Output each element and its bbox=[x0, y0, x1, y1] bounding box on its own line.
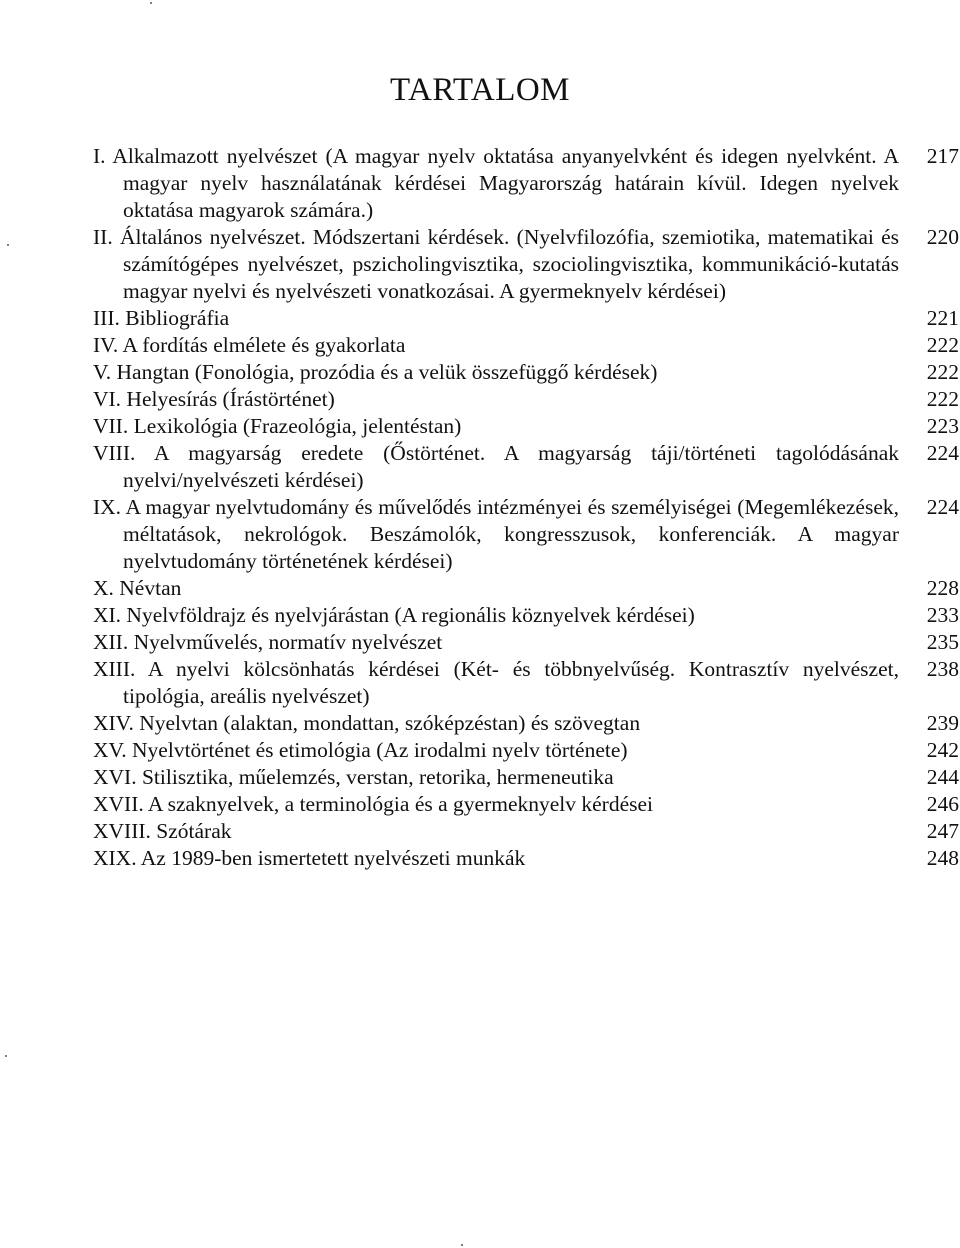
toc-entry-xvi[interactable] bbox=[93, 764, 960, 791]
toc-entry-xii[interactable] bbox=[93, 629, 960, 656]
toc-entry-xiv[interactable] bbox=[93, 710, 960, 737]
toc-entry-text: XVI. Stilisztika, műelemzés, verstan, retorika, hermeneutika bbox=[93, 765, 614, 789]
toc-entry-vii[interactable] bbox=[93, 413, 960, 440]
toc-entry-vi[interactable] bbox=[93, 386, 960, 413]
toc-entry-viii[interactable] bbox=[93, 440, 960, 494]
toc-entry-text: XVII. A szaknyelvek, a terminológia és a gyermeknyelv kérdései bbox=[93, 792, 654, 816]
table-of-contents bbox=[93, 143, 960, 872]
toc-entry-page: 248 bbox=[926, 846, 959, 870]
toc-entry-text: XII. Nyelvművelés, normatív nyelvészet bbox=[93, 630, 443, 654]
toc-entry-page: 224 bbox=[926, 441, 959, 465]
toc-entry-iii[interactable] bbox=[93, 305, 960, 332]
toc-entry-page: 235 bbox=[926, 630, 959, 654]
scan-speck bbox=[7, 244, 9, 246]
toc-entry-page: 217 bbox=[926, 144, 959, 168]
toc-entry-iv[interactable] bbox=[93, 332, 960, 359]
toc-entry-page: 222 bbox=[926, 360, 959, 384]
toc-entry-page: 222 bbox=[926, 387, 959, 411]
toc-entry-text: VIII. A magyarság eredete (Őstörténet. A magyarság táji/történeti tagolódásának nyelvi/nyelvészeti kérdései) bbox=[93, 441, 899, 492]
toc-entry-xv[interactable] bbox=[93, 737, 960, 764]
toc-entry-text: II. Általános nyelvészet. Módszertani kérdések. (Nyelvfilozófia, szemiotika, matematikai és számítógépes nyelvészet, pszicholingvisztika, szociolingvisztika, kommunikáció-kutatás magyar nyelvi és nyelvészeti vonatkozásai. A gyermeknyelv kérdései) bbox=[93, 225, 899, 303]
toc-entry-text: I. Alkalmazott nyelvészet (A magyar nyelv oktatása anyanyelvként és idegen nyelvként. A magyar nyelv használatának kérdései Magyarország határain kívül. Idegen nyelvek oktatása magyarok számára.) bbox=[93, 144, 899, 222]
toc-entry-text: XVIII. Szótárak bbox=[93, 819, 232, 843]
toc-entry-text: XIII. A nyelvi kölcsönhatás kérdései (Két- és többnyelvűség. Kontrasztív nyelvészet, tipológia, areális nyelvészet) bbox=[93, 657, 899, 708]
toc-entry-text: XI. Nyelvföldrajz és nyelvjárástan (A regionális köznyelvek kérdései) bbox=[93, 603, 695, 627]
toc-entry-x[interactable] bbox=[93, 575, 960, 602]
toc-entry-text: XV. Nyelvtörténet és etimológia (Az irodalmi nyelv története) bbox=[93, 738, 628, 762]
toc-entry-text: VI. Helyesírás (Írástörténet) bbox=[93, 387, 335, 411]
toc-entry-page: 233 bbox=[926, 603, 959, 627]
toc-entry-page: 224 bbox=[926, 495, 959, 519]
toc-entry-ix[interactable] bbox=[93, 494, 960, 575]
scan-speck bbox=[5, 1055, 7, 1057]
page-title: TARTALOM bbox=[389, 72, 571, 108]
toc-entry-page: 246 bbox=[926, 792, 959, 816]
toc-entry-page: 244 bbox=[926, 765, 959, 789]
toc-entry-i[interactable] bbox=[93, 143, 960, 224]
toc-entry-text: XIX. Az 1989-ben ismertetett nyelvészeti munkák bbox=[93, 846, 526, 870]
toc-entry-page: 222 bbox=[926, 333, 959, 357]
toc-entry-xi[interactable] bbox=[93, 602, 960, 629]
scan-speck bbox=[150, 2, 152, 4]
toc-entry-text: VII. Lexikológia (Frazeológia, jelentéstan) bbox=[93, 414, 462, 438]
toc-entry-page: 238 bbox=[926, 657, 959, 681]
scan-speck bbox=[461, 1244, 463, 1246]
toc-entry-page: 223 bbox=[926, 414, 959, 438]
toc-entry-text: IX. A magyar nyelvtudomány és művelődés intézményei és személyiségei (Megemlékezések, méltatások, nekrológok. Beszámolók, kongresszusok, konferenciák. A magyar nyelvtudomány történetének kérdései) bbox=[93, 495, 899, 573]
toc-entry-text: IV. A fordítás elmélete és gyakorlata bbox=[93, 333, 406, 357]
toc-entry-text: X. Névtan bbox=[93, 576, 182, 600]
toc-entry-ii[interactable] bbox=[93, 224, 960, 305]
toc-entry-page: 247 bbox=[926, 819, 959, 843]
toc-entry-xix[interactable] bbox=[93, 845, 960, 872]
toc-entry-xiii[interactable] bbox=[93, 656, 960, 710]
toc-entry-text: V. Hangtan (Fonológia, prozódia és a velük összefüggő kérdések) bbox=[93, 360, 658, 384]
toc-entry-text: III. Bibliográfia bbox=[93, 306, 230, 330]
toc-entry-page: 242 bbox=[926, 738, 959, 762]
toc-entry-xviii[interactable] bbox=[93, 818, 960, 845]
toc-entry-page: 221 bbox=[926, 306, 959, 330]
toc-entry-v[interactable] bbox=[93, 359, 960, 386]
toc-entry-page: 220 bbox=[926, 225, 959, 249]
toc-entry-page: 228 bbox=[926, 576, 959, 600]
toc-entry-text: XIV. Nyelvtan (alaktan, mondattan, szóképzéstan) és szövegtan bbox=[93, 711, 641, 735]
toc-entry-page: 239 bbox=[926, 711, 959, 735]
toc-entry-xvii[interactable] bbox=[93, 791, 960, 818]
